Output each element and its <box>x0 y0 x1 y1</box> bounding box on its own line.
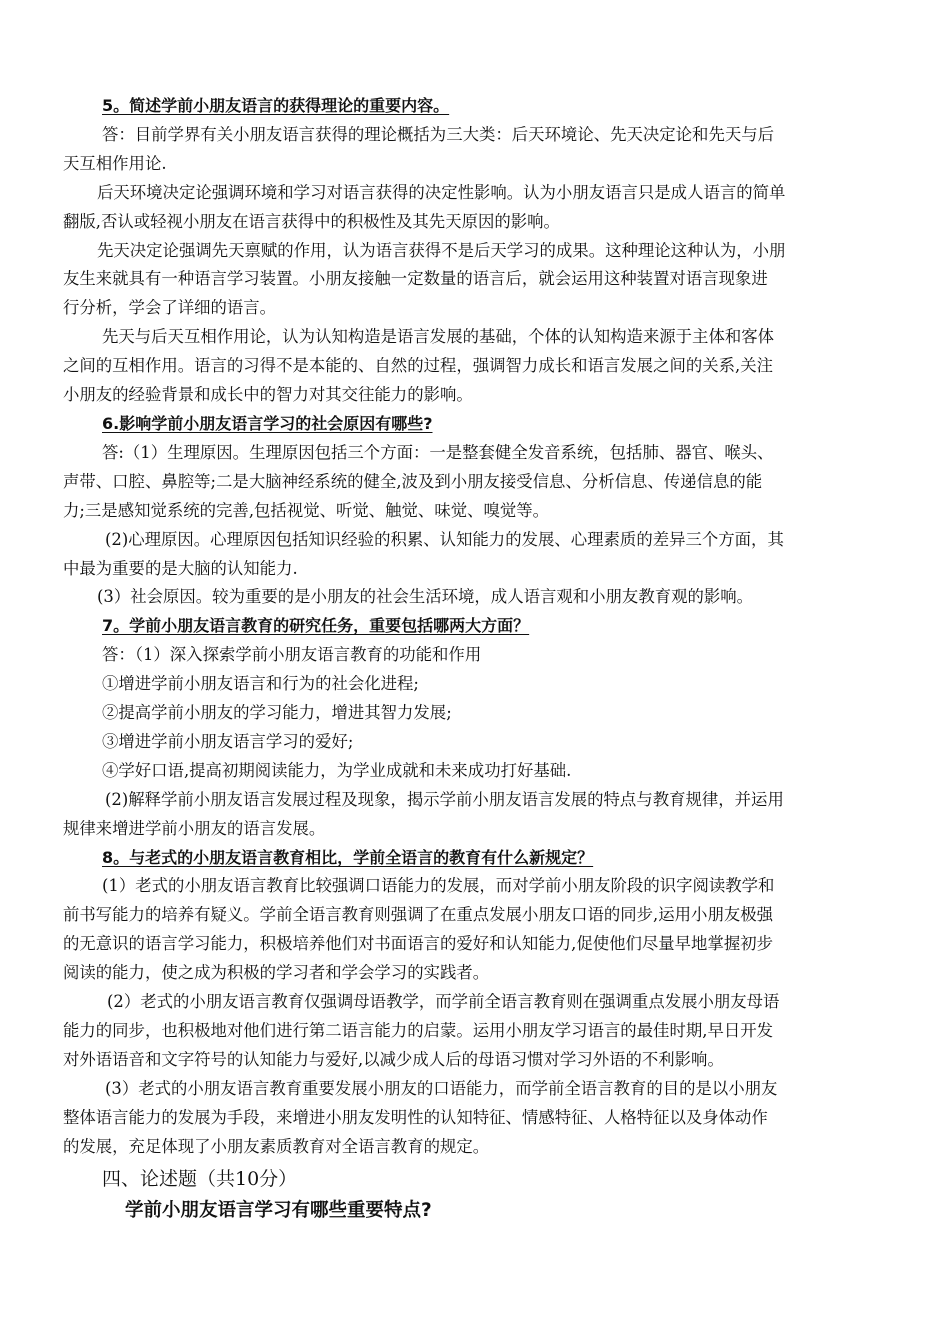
paragraph-line: 的无意识的语言学习能力，积极培养他们对书面语言的爱好和认知能力,促使他们尽量早地掌握初步 <box>63 934 774 954</box>
paragraph-line: 规律来增进学前小朋友的语言发展。 <box>63 818 326 838</box>
paragraph-line: (2)心理原因。心理原因包括知识经验的积累、认知能力的发展、心理素质的差异三个方面，其 <box>105 529 784 549</box>
paragraph-line: 翻版,否认或轻视小朋友在语言获得中的积极性及其先天原因的影响。 <box>63 211 560 231</box>
question-heading: 6.影响学前小朋友语言学习的社会原因有哪些? <box>102 413 433 433</box>
paragraph-line: 先天决定论强调先天禀赋的作用，认为语言获得不是后天学习的成果。这种理论这种认为，小朋 <box>97 240 786 260</box>
paragraph-line: 后天环境决定论强调环境和学习对语言获得的决定性影响。认为小朋友语言只是成人语言的简单 <box>97 182 786 202</box>
paragraph-line: 阅读的能力，使之成为积极的学习者和学会学习的实践者。 <box>63 963 490 983</box>
paragraph-line: 对外语语音和文字符号的认知能力与爱好,以减少成人后的母语习惯对学习外语的不利影响。 <box>63 1049 724 1069</box>
paragraph-line: (2)解释学前小朋友语言发展过程及现象，揭示学前小朋友语言发展的特点与教育规律，并运用 <box>105 789 784 809</box>
section-title: 四、论述题（共10分） <box>102 1167 298 1190</box>
document-page <box>63 92 903 1228</box>
paragraph-line: 小朋友的经验背景和成长中的智力对其交往能力的影响。 <box>63 385 473 405</box>
question-heading: 7。学前小朋友语言教育的研究任务，重要包括哪两大方面？ <box>102 616 530 636</box>
paragraph-line: 天互相作用论. <box>63 153 167 173</box>
paragraph-line: 之间的互相作用。语言的习得不是本能的、自然的过程，强调智力成长和语言发展之间的关系,关注 <box>63 356 774 376</box>
paragraph-line: 答:（1）生理原因。生理原因包括三个方面：一是整套健全发音系统，包括肺、器官、喉头、 <box>102 442 774 462</box>
question-heading: 8。与老式的小朋友语言教育相比，学前全语言的教育有什么新规定？ <box>102 847 594 867</box>
paragraph-line: 的发展，充足体现了小朋友素质教育对全语言教育的规定。 <box>63 1136 490 1156</box>
paragraph-line: ①增进学前小朋友语言和行为的社会化进程; <box>102 674 419 694</box>
paragraph-line: 答：（1）深入探索学前小朋友语言教育的功能和作用 <box>102 645 482 665</box>
paragraph-line: 行分析，学会了详细的语言。 <box>63 298 277 318</box>
paragraph-line: 整体语言能力的发展为手段，来增进小朋友发明性的认知特征、情感特征、人格特征以及身体动作 <box>63 1107 768 1127</box>
paragraph-line: (1）老式的小朋友语言教育比较强调口语能力的发展，而对学前小朋友阶段的识字阅读教学和 <box>102 876 775 896</box>
essay-question: 学前小朋友语言学习有哪些重要特点? <box>125 1199 432 1221</box>
paragraph-line: (3）老式的小朋友语言教育重要发展小朋友的口语能力，而学前全语言教育的目的是以小朋友 <box>105 1078 778 1098</box>
paragraph-line: 友生来就具有一种语言学习装置。小朋友接触一定数量的语言后，就会运用这种装置对语言现象进 <box>63 269 768 289</box>
paragraph-line: 前书写能力的培养有疑义。学前全语言教育则强调了在重点发展小朋友口语的同步,运用小朋友极强 <box>63 905 774 925</box>
question-heading: 5。简述学前小朋友语言的获得理论的重要内容。 <box>102 96 450 115</box>
paragraph-line: (3）社会原因。较为重要的是小朋友的社会生活环境，成人语言观和小朋友教育观的影响。 <box>97 587 754 607</box>
paragraph-line: 先天与后天互相作用论，认为认知构造是语言发展的基础，个体的认知构造来源于主体和客体 <box>102 327 775 347</box>
paragraph-line: ③增进学前小朋友语言学习的爱好; <box>102 731 354 751</box>
paragraph-line: 答：目前学界有关小朋友语言获得的理论概括为三大类：后天环境论、先天决定论和先天与后 <box>102 124 775 144</box>
paragraph-line: ④学好口语,提高初期阅读能力，为学业成就和未来成功打好基础. <box>102 760 572 780</box>
paragraph-line: 力;三是感知觉系统的完善,包括视觉、听觉、触觉、味觉、嗅觉等。 <box>63 500 550 520</box>
paragraph-line: 能力的同步，也积极地对他们进行第二语言能力的启蒙。运用小朋友学习语言的最佳时期,早日开发 <box>63 1021 774 1040</box>
paragraph-line: (2）老式的小朋友语言教育仅强调母语教学，而学前全语言教育则在强调重点发展小朋友母语 <box>107 992 780 1012</box>
paragraph-line: 声带、口腔、鼻腔等;二是大脑神经系统的健全,波及到小朋友接受信息、分析信息、传递信息的能 <box>63 471 763 491</box>
paragraph-line: ②提高学前小朋友的学习能力，增进其智力发展; <box>102 703 452 723</box>
paragraph-line: 中最为重要的是大脑的认知能力. <box>63 558 298 578</box>
